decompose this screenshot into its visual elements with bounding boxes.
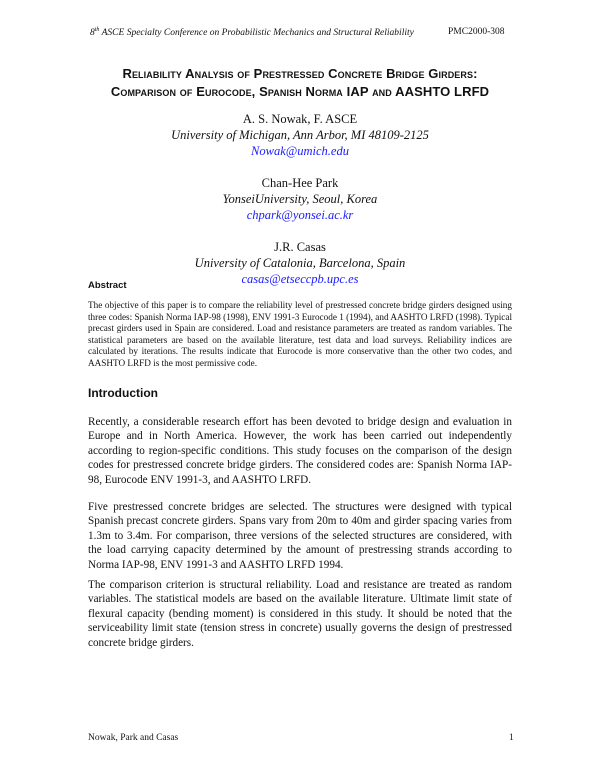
author-affiliation: University of Michigan, Ann Arbor, MI 48109-2125 bbox=[171, 128, 429, 142]
author-email-link[interactable]: Nowak@umich.edu bbox=[251, 144, 349, 158]
author-list bbox=[60, 111, 540, 303]
author-name: J.R. Casas bbox=[274, 240, 326, 254]
page-number: 1 bbox=[509, 733, 514, 743]
introduction-heading: Introduction bbox=[88, 386, 158, 400]
author-block bbox=[60, 239, 540, 287]
conference-superscript: th bbox=[94, 27, 100, 33]
running-header bbox=[90, 27, 414, 38]
author-email-link[interactable]: chpark@yonsei.ac.kr bbox=[246, 208, 354, 222]
author-affiliation: University of Catalonia, Barcelona, Spain bbox=[194, 256, 406, 270]
abstract-text: The objective of this paper is to compare the reliability level of prestressed concrete bridge girders designed using three codes: Spanish Norma IAP-98 (1998), ENV 1991-3 Eurocode 1 (1994), and AASHTO LRFD (1998). Typical precast girders used in Spain are considered. Load and resistance parameters are treated as random variables. The statistical parameters are based on the available literature, test data and load surveys. Reliability indices are calculated by iterations. The results indicate that Eurocode is more conservative than the other two codes, and AASHTO LRFD is the most permissive code. bbox=[88, 300, 512, 368]
author-name: Chan-Hee Park bbox=[261, 176, 339, 190]
conference-name: ASCE Specialty Conference on Probabilistic Mechanics and Structural Reliability bbox=[99, 28, 414, 39]
abstract-heading: Abstract bbox=[88, 280, 127, 291]
intro-paragraph-2: Five prestressed concrete bridges are selected. The structures were designed with typical Spanish precast concrete girders. Spans vary from 20m to 40m and girder spacing varies from 1.3m to 3.4m. For comparison, three versions of the selected structures are considered, with the load carrying capacity determined by the amount of prestressing strands according to Norma IAP-98, ENV 1991-3 and AASHTO LRFD 1994. bbox=[88, 501, 512, 571]
author-email-link[interactable]: casas@etseccpb.upc.es bbox=[241, 272, 359, 286]
title-line-1: Reliability Analysis of Prestressed Concrete Bridge Girders: bbox=[122, 66, 478, 81]
author-affiliation: YonseiUniversity, Seoul, Korea bbox=[222, 192, 378, 206]
author-name: A. S. Nowak, F. ASCE bbox=[242, 112, 358, 126]
paper-id: PMC2000-308 bbox=[448, 27, 505, 37]
conference-prefix: 8 bbox=[90, 28, 95, 39]
paper-title bbox=[60, 65, 540, 101]
intro-paragraph-3: The comparison criterion is structural reliability. Load and resistance are treated as random variables. The statistical models are based on the available literature. Ultimate limit state of flexural capacity (bending moment) is considered in this study. It should be noted that the serviceability limit state (tension stress in concrete) usually governs the design of prestressed concrete bridge girders. bbox=[88, 579, 512, 649]
title-line-2: Comparison of Eurocode, Spanish Norma IAP and AASHTO LRFD bbox=[110, 84, 490, 99]
author-block bbox=[60, 111, 540, 159]
footer-authors: Nowak, Park and Casas bbox=[88, 733, 179, 743]
intro-paragraph-1: Recently, a considerable research effort has been devoted to bridge design and evaluation in Europe and in North America. However, the work has been carried out independently according to region-specific conditions. This study focuses on the comparison of the design codes for prestressed concrete bridge girders. The considered codes are: Spanish Norma IAP-98, Eurocode ENV 1991-3, and AASHTO LRFD. bbox=[88, 416, 512, 486]
author-block bbox=[60, 175, 540, 223]
